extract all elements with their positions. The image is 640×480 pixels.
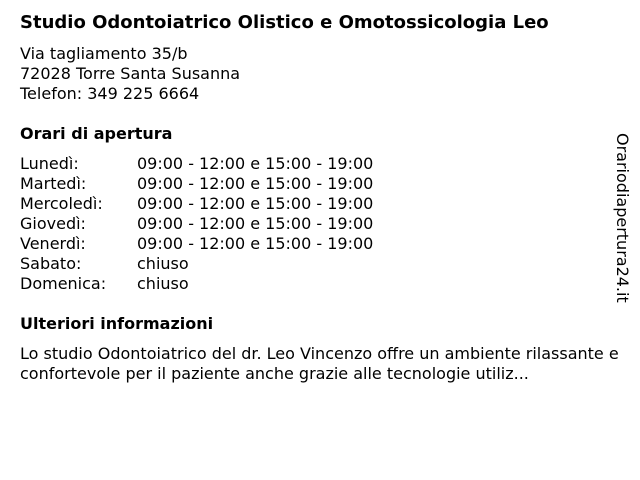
- hours-time: 09:00 - 12:00 e 15:00 - 19:00: [137, 174, 374, 193]
- watermark: [612, 133, 634, 309]
- hours-table: [20, 154, 373, 294]
- hours-row: [20, 174, 373, 194]
- address-street: Via tagliamento 35/b: [20, 44, 188, 63]
- hours-time: chiuso: [137, 254, 189, 273]
- hours-day: Sabato:: [20, 254, 82, 273]
- hours-day: Martedì:: [20, 174, 87, 193]
- hours-time: chiuso: [137, 274, 189, 293]
- hours-row: [20, 194, 373, 214]
- business-name: Studio Odontoiatrico Olistico e Omotossicologia Leo: [20, 12, 549, 33]
- hours-day: Venerdì:: [20, 234, 86, 253]
- hours-day: Giovedì:: [20, 214, 86, 233]
- hours-day: Lunedì:: [20, 154, 79, 173]
- hours-time: 09:00 - 12:00 e 15:00 - 19:00: [137, 214, 374, 233]
- hours-row: [20, 274, 373, 294]
- hours-row: [20, 234, 373, 254]
- hours-time: 09:00 - 12:00 e 15:00 - 19:00: [137, 154, 374, 173]
- hours-day: Domenica:: [20, 274, 107, 293]
- hours-day: Mercoledì:: [20, 194, 103, 213]
- business-address: [20, 44, 240, 104]
- phone-number: Telefon: 349 225 6664: [20, 84, 200, 103]
- hours-row: [20, 154, 373, 174]
- watermark-text: Orariodiapertura24.it: [613, 133, 632, 303]
- hours-time: 09:00 - 12:00 e 15:00 - 19:00: [137, 194, 374, 213]
- info-description: Lo studio Odontoiatrico del dr. Leo Vincenzo offre un ambiente rilassante e confortevole per il paziente anche grazie alle tecnologie utiliz...: [20, 344, 619, 383]
- address-city: 72028 Torre Santa Susanna: [20, 64, 241, 83]
- hours-time: 09:00 - 12:00 e 15:00 - 19:00: [137, 234, 374, 253]
- hours-row: [20, 214, 373, 234]
- info-heading: Ulteriori informazioni: [20, 314, 214, 333]
- hours-heading: Orari di apertura: [20, 124, 173, 143]
- hours-row: [20, 254, 373, 274]
